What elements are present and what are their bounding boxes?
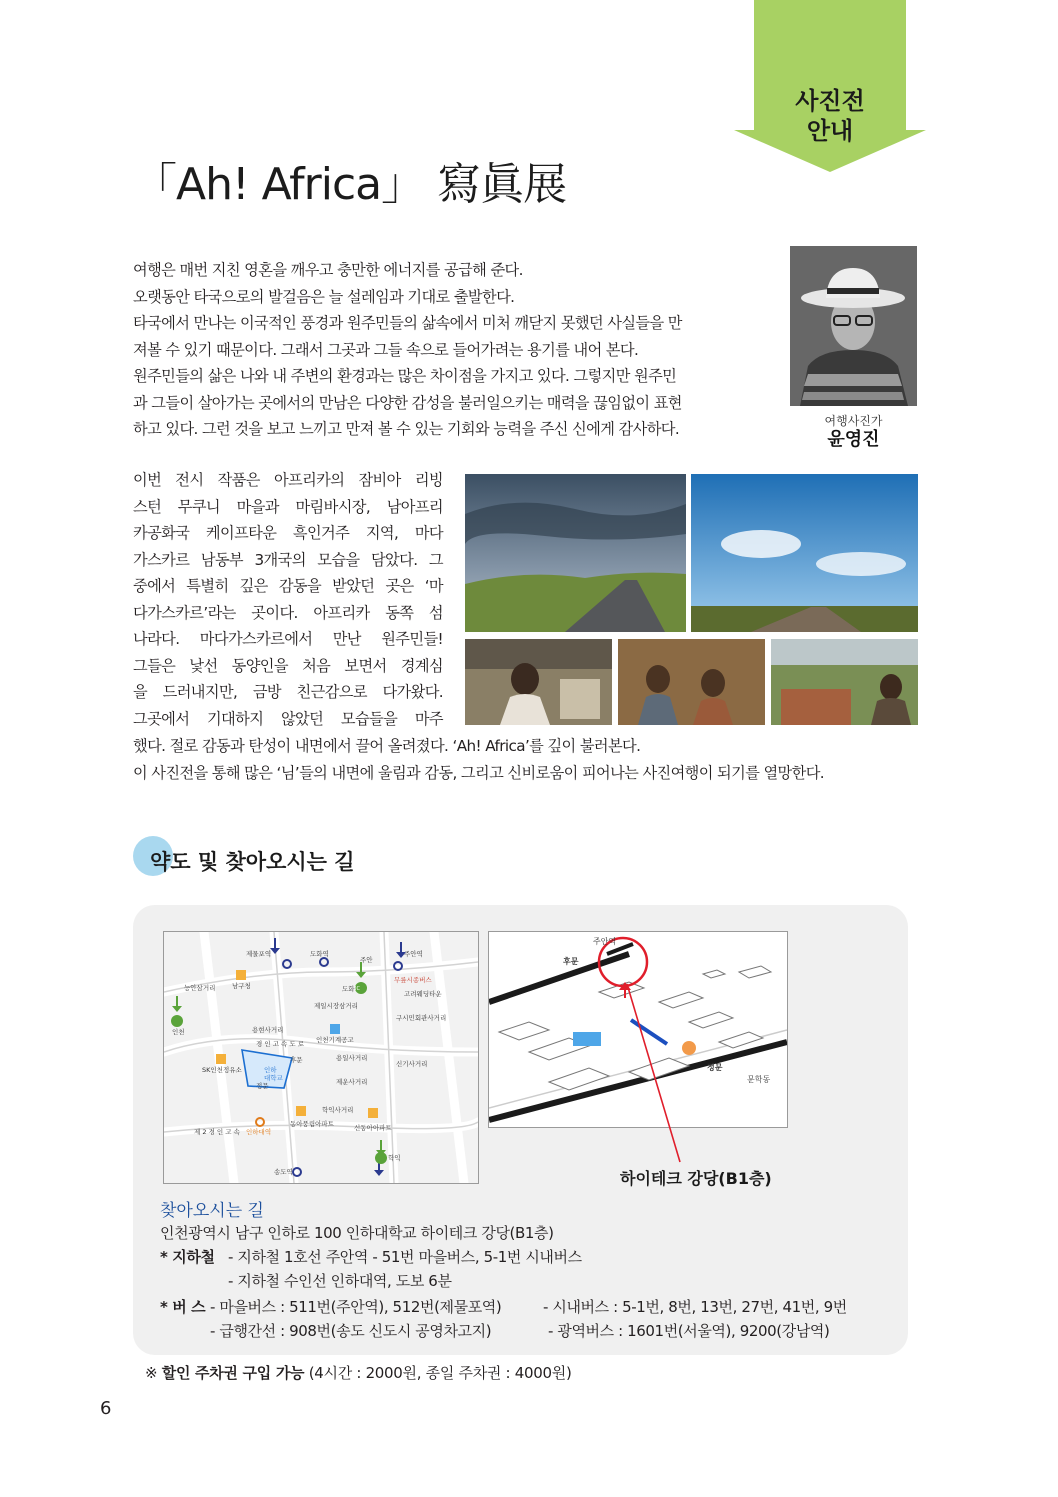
- bus-route-express: - 급행간선 : 908번(송도 신도시 공영차고지): [210, 1322, 492, 1340]
- map-label: 제일시장삼거리: [314, 1002, 358, 1010]
- photographer-caption: [790, 412, 917, 451]
- photo-blue-sky-road: [691, 474, 918, 632]
- map-label: 인하: [264, 1066, 277, 1074]
- map-label: 후문: [290, 1056, 303, 1064]
- intro-line: 오랫동안 타국으로의 발걸음은 늘 설레임과 기대로 출발한다.: [133, 287, 515, 306]
- map-label: SK인천정유소: [202, 1066, 242, 1074]
- photo-market-man: [465, 639, 612, 725]
- map-label: 남구청: [232, 982, 251, 990]
- campus-label: 문학동: [747, 1075, 771, 1084]
- intro-line: 져볼 수 있기 때문이다. 그래서 그곳과 그들 속으로 들어가려는 용기를 내어 본다.: [133, 340, 639, 359]
- description-line: 이 사진전을 통해 많은 ‘님’들의 내면에 울림과 감동, 그리고 신비로움이 피어나는 사진여행이 되기를 열망한다.: [133, 763, 825, 782]
- intro-line: 과 그들이 살아가는 곳에서의 만남은 다양한 감성을 불러일으키는 매력을 끊임없이 표현: [133, 393, 682, 412]
- intro-line: 원주민들의 삶은 나와 내 주변의 환경과는 많은 차이점을 가지고 있다. 그렇지만 원주민: [133, 367, 677, 385]
- map-label: 제 2 경 인 고 속: [194, 1128, 240, 1136]
- bus-route-city: - 시내버스 : 5-1번, 8번, 13번, 27번, 41번, 9번: [543, 1298, 847, 1316]
- directions-title: 찾아오시는 길: [160, 1201, 264, 1221]
- bus-route-village: - 마을버스 : 511번(주안역), 512번(제물포역): [210, 1298, 502, 1316]
- map-label: 도화: [342, 985, 355, 993]
- bus-label: * 버 스: [160, 1298, 206, 1316]
- map-label: 동아풍림아파트: [290, 1120, 334, 1128]
- subway-route-2: - 지하철 수인선 인하대역, 도보 6분: [228, 1272, 452, 1290]
- intro-line: 하고 있다. 그런 것을 보고 느끼고 만져 볼 수 있는 기회와 능력을 주신 신에게 감사하다.: [133, 420, 680, 438]
- description-line: 스턴 무쿠니 마을과 마림바시장, 남아프리: [133, 497, 443, 516]
- map-label: 대학교: [264, 1074, 283, 1082]
- map-label: IC: [355, 986, 360, 992]
- campus-label: 주안역: [593, 937, 617, 946]
- map-label: 인천기계공고: [316, 1036, 354, 1044]
- map-label: 용현사거리: [252, 1026, 284, 1034]
- photo-craftsmen: [618, 639, 765, 725]
- hall-pointer-line: [600, 980, 700, 1170]
- map-label: 정문: [256, 1082, 269, 1090]
- photo-brick-workers: [771, 639, 918, 725]
- description-line: 그들은 낯선 동양인을 처음 보면서 경계심: [133, 656, 443, 675]
- campus-label: 정문: [707, 1063, 723, 1072]
- map-label: 주안: [360, 956, 373, 964]
- description-line: 이번 전시 작품은 아프리카의 잠비아 리빙: [133, 471, 443, 489]
- map-label: 신동아아파트: [354, 1124, 392, 1132]
- map-label: 학익사거리: [322, 1106, 354, 1114]
- photographer-portrait: [790, 246, 917, 406]
- description-line: 가스카르 남동부 3개국의 모습을 담았다. 그: [133, 550, 443, 569]
- map-label: 도화역: [310, 950, 329, 958]
- page-title: 「Ah! Africa」 寫眞展: [133, 159, 567, 210]
- parking-bold: 할인 주차권 구입 가능: [161, 1364, 305, 1382]
- description-line: 했다. 절로 감동과 탄성이 내면에서 끌어 올려졌다. ‘Ah! Africa’를 깊이 불러본다.: [133, 737, 641, 755]
- intro-paragraph: [133, 257, 773, 443]
- hall-label: 하이테크 강당(B1층): [620, 1169, 772, 1188]
- map-label: 인천: [172, 1028, 185, 1036]
- map-label: 제물포역: [246, 950, 272, 958]
- parking-mark: ※: [145, 1364, 158, 1382]
- map-label: 신기사거리: [396, 1060, 428, 1068]
- map-label: 송도역: [274, 1168, 293, 1176]
- section-title: 약도 및 찾아오시는 길: [150, 850, 355, 874]
- description-column: [133, 467, 443, 732]
- map-label: 인하대역: [246, 1128, 272, 1136]
- description-line: 을 드러내지만, 금방 친근감으로 다가왔다.: [133, 683, 443, 701]
- banner-line-2: 안내: [806, 117, 854, 145]
- intro-line: 여행은 매번 지친 영혼을 깨우고 충만한 에너지를 공급해 준다.: [133, 261, 523, 279]
- map-label: 고려웨딩타운: [404, 990, 442, 998]
- description-line: 그곳에서 기대하지 않았던 모습들을 마주: [133, 709, 443, 728]
- parking-detail: (4시간 : 2000원, 종일 주차권 : 4000원): [304, 1364, 572, 1382]
- photographer-role: 여행사진가: [824, 414, 883, 428]
- banner-line-1: 사진전: [795, 87, 865, 115]
- map-label: 구시민회관사거리: [396, 1014, 447, 1022]
- map-label: 학익: [388, 1154, 401, 1162]
- area-map: [163, 931, 479, 1184]
- intro-line: 타국에서 만나는 이국적인 풍경과 원주민들의 삶속에서 미처 깨닫지 못했던 사실들을 만: [133, 314, 682, 332]
- parking-note: [145, 1362, 572, 1383]
- map-label: 능안삼거리: [184, 984, 216, 992]
- map-label: 제운사거리: [336, 1078, 368, 1086]
- subway-label: * 지하철: [160, 1248, 215, 1266]
- map-label: 무릎시종버스: [394, 976, 432, 984]
- description-line: 다가스카르’라는 곳이다. 아프리카 동쪽 섬: [133, 603, 443, 622]
- description-line: 중에서 특별히 깊은 감동을 받았던 곳은 ‘마: [133, 577, 443, 595]
- map-label: 경 인 고 속 도 로: [256, 1040, 305, 1048]
- directions-address: 인천광역시 남구 인하로 100 인하대학교 하이테크 강당(B1층): [160, 1224, 554, 1242]
- description-tail: [133, 733, 933, 786]
- map-label: 주안역: [404, 950, 423, 958]
- subway-route-1: - 지하철 1호선 주안역 - 51번 마을버스, 5-1번 시내버스: [228, 1248, 582, 1266]
- banner-label: [734, 86, 926, 146]
- description-line: 나라다. 마다가스카르에서 만난 원주민들!: [133, 630, 443, 648]
- photo-cloudy-road: [465, 474, 686, 632]
- campus-label: 후문: [563, 957, 579, 966]
- description-line: 카공화국 케이프타운 흑인거주 지역, 마다: [133, 524, 443, 542]
- map-label: 용일사거리: [336, 1054, 368, 1062]
- bus-route-metro: - 광역버스 : 1601번(서울역), 9200(강남역): [548, 1322, 830, 1340]
- photographer-name: 윤영진: [827, 429, 880, 450]
- page-number: 6: [100, 1398, 112, 1419]
